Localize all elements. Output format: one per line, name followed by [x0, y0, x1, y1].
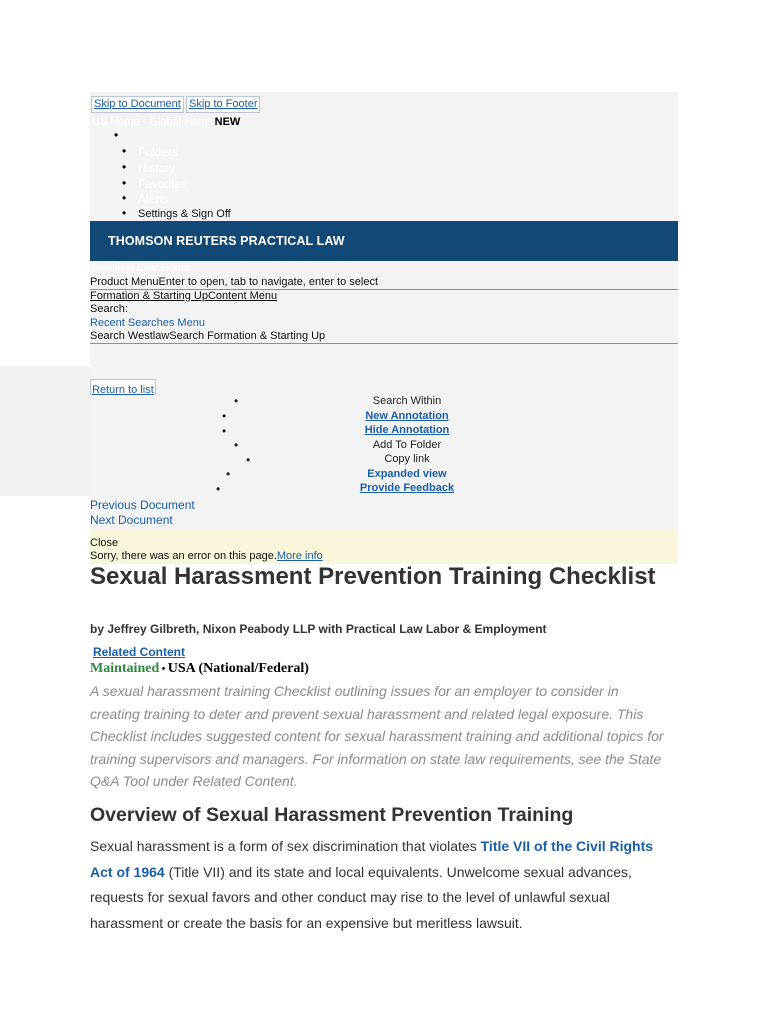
related-content-link[interactable]: Related Content	[93, 645, 186, 659]
provide-feedback-button[interactable]: Provide Feedback	[359, 482, 455, 494]
search-within-button[interactable]: Search Within	[372, 395, 442, 407]
title-vii-link[interactable]: Title VII of the Civil Rights Act of 1964	[90, 838, 654, 880]
tool-bullet: •	[222, 409, 227, 423]
content-menu[interactable]	[90, 290, 277, 303]
nav-item-alerts[interactable]: • Alerts	[138, 192, 169, 206]
maintained-status: Maintained	[90, 661, 160, 676]
brand-title: THOMSON REUTERS PRACTICAL LAW	[108, 234, 345, 248]
previous-document-link[interactable]: Previous Document	[90, 498, 195, 512]
hide-annotation-button[interactable]: Hide Annotation	[364, 424, 450, 436]
home-link[interactable]: Practical Law Home	[92, 262, 190, 274]
brand-banner	[90, 221, 678, 261]
skip-to-footer-button[interactable]: Skip to Footer	[186, 96, 260, 113]
expanded-view-button[interactable]: Expanded view	[367, 467, 447, 480]
content-menu-label[interactable]: Formation & Starting UpContent Menu	[90, 290, 278, 302]
search-label: Search:	[90, 303, 128, 315]
product-menu[interactable]: Product MenuEnter to open, tab to navigate, enter to select	[90, 276, 379, 288]
section-heading: Overview of Sexual Harassment Prevention Training	[90, 804, 574, 826]
more-info-link[interactable]: More info	[276, 550, 323, 562]
tool-bullet: •	[246, 453, 251, 467]
jurisdiction: USA (National/Federal)	[167, 661, 309, 676]
nav-item-folders[interactable]: • Folders	[138, 145, 178, 159]
home-links[interactable]: US Home · Global Home	[92, 116, 214, 128]
error-text: Sorry, there was an error on this page.	[90, 550, 277, 562]
add-to-folder-button[interactable]: Add To Folder	[372, 438, 442, 451]
skip-to-document-button[interactable]: Skip to Document	[91, 96, 184, 113]
search-scope[interactable]: Search WestlawSearch Formation & Starting Up	[90, 330, 326, 342]
body-text-end: (Title VII) and its state and local equivalents. Unwelcome sexual advances, requests for sexual favors and other conduct may rise to the level of unlawful sexual harassment or create the basis for an expensive but meritless lawsuit.	[90, 863, 632, 931]
nav-item-history[interactable]: • History	[138, 161, 175, 175]
body-paragraph	[90, 834, 678, 936]
left-grey-panel	[0, 366, 90, 496]
copy-link-button[interactable]: Copy link	[384, 453, 430, 465]
tool-bullet: •	[234, 438, 239, 452]
tool-bullet: •	[226, 467, 231, 481]
return-to-list-label[interactable]: Return to list	[92, 384, 154, 396]
tool-bullet: •	[216, 482, 221, 496]
tool-bullet: •	[234, 394, 239, 408]
brand-links[interactable]	[92, 116, 240, 128]
settings-sign-off[interactable]: • Settings & Sign Off	[138, 208, 231, 221]
next-document-link[interactable]: Next Document	[90, 513, 173, 527]
divider	[90, 343, 678, 344]
status-separator: •	[159, 664, 168, 675]
new-annotation-button[interactable]: New Annotation	[365, 409, 449, 422]
nav-item-favorites[interactable]: • Favorites	[138, 177, 187, 191]
new-badge: NEW	[214, 116, 241, 128]
status-line	[90, 661, 309, 677]
return-to-list-button[interactable]	[90, 379, 156, 395]
nav-bullet	[130, 129, 134, 139]
document-tools	[340, 395, 474, 497]
body-text-start: Sexual harassment is a form of sex discrimination that violates	[90, 838, 481, 854]
recent-searches-menu[interactable]: Recent Searches Menu	[90, 317, 205, 329]
document-title: Sexual Harassment Prevention Training Checklist	[90, 563, 656, 590]
document-byline: by Jeffrey Gilbreth, Nixon Peabody LLP with Practical Law Labor & Employment	[90, 622, 547, 636]
tool-bullet: •	[222, 424, 227, 438]
document-abstract: A sexual harassment training Checklist outlining issues for an employer to consider in creating training to deter and prevent sexual harassment and related legal exposure. This Checklist includes suggested content for sexual harassment training and additional topics for training supervisors and managers. For information on state law requirements, see the State Q&A Tool under Related Content.	[90, 683, 664, 789]
close-error-button[interactable]: Close	[90, 537, 119, 549]
